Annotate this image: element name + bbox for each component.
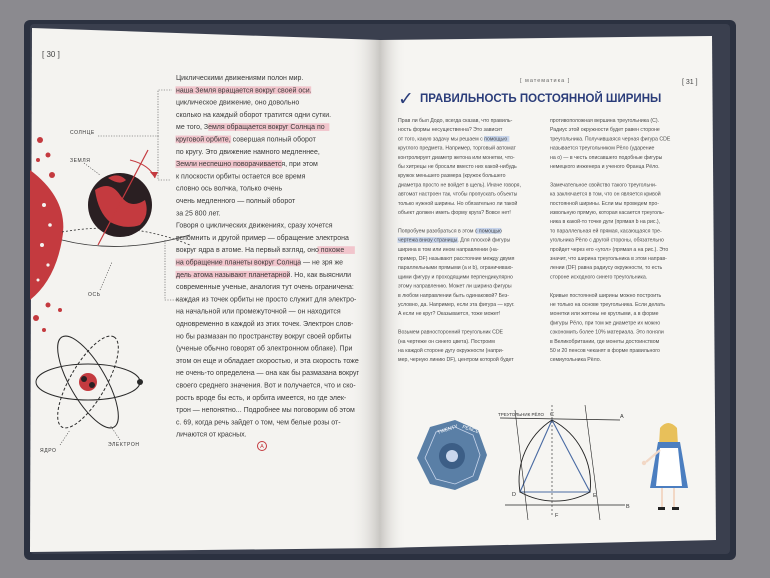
left-text-line: каждая из точек орбиты не просто служит для электро- [176,296,357,304]
col2-text-line: извольную прямую, которая касается треуголь- [550,210,665,216]
end-mark-glyph: A [260,444,264,451]
col1-text-line: объект должен иметь форму круга? Вовсе нет! [398,210,511,216]
left-text-line: Циклическими движениями полон мир. [176,75,304,82]
col1-text-line: контролирует диаметр жетона или монетки, что- [398,154,515,161]
left-text-line: своего среднего значения. Вот и получается, что и ско- [176,382,356,390]
left-text-line: личаются от красных. [176,431,247,439]
col1-text-line: от того, какую задачу мы решаем с помощью [398,136,508,143]
left-text-line: одновременно в каждой из этих точек. Электрон слов- [176,321,354,328]
col1-text-line: Прав ли был Додо, всегда сказав, что правиль- [398,118,513,124]
left-text-line: этом он еще и обладает скоростью, и эта скорость тоже [176,357,359,365]
left-text-line: словно ось волчка, только очень [176,185,283,193]
earth-label: ЗЕМЛЯ [70,158,91,164]
col2-text-line: семиугольника Рёло. [550,357,602,364]
left-text-line: трон — непонятно... Подробнее мы поговорим об этом [176,407,355,415]
left-text-line: по кругу. Это движение намного медленнее, [176,148,320,156]
left-text-line: с. 69, когда речь зайдет о том, чем белые розы от- [176,419,341,427]
left-text-line: не очень-то определена — она как бы размазана вокруг [176,370,359,378]
col2-text-line: пройдет через его «угол» (прямая a на рис.). Это [550,246,669,253]
left-text-line: циклическое движение, оно довольно [176,99,300,107]
point-label-e: E [593,493,597,499]
col2-text-line: немецкого инженера и ученого Франца Рёло. [550,164,660,170]
col1-text-line: чертежа внизу страницы. Для плоской фигуры [398,237,511,244]
col2-text-line: то параллельная ей прямая, касающаяся тре- [550,228,662,235]
left-text-line: но бы размазан по пространству вокруг своей орбиты [176,333,352,341]
left-text-line: круговой орбите, совершая полный оборот [176,136,316,144]
col1-text-line: ширина в том или ином направлении (на- [398,246,499,253]
col1-text-line: в любом направлении быть одинаковой? Без- [398,292,509,299]
coin-text-right: PENCE [461,424,480,436]
col1-text-line: только нужной ширины. Но обязательно ли такой [398,200,518,207]
left-text-line: к плоскости орбиты остается все время [176,173,306,181]
col2-text-line: монетки или жетоны не круглыми, а в форме [550,311,659,318]
checkmark-icon: ✓ [398,88,414,110]
left-text-line: на начальной или промежуточной — он находится [176,308,341,316]
left-text-line: ме того, Земля обращается вокруг Солнца по [176,124,325,132]
point-label-a: A [620,414,624,420]
col1-text-line: щими фигуру и проходящими перпендикулярно [398,274,513,281]
col2-text-line: Радиус этой окружности будет равен стороне [550,127,660,134]
left-text-line: вспомнить и другой пример — обращение электрона [176,234,349,242]
col2-text-line: сэкономить более 10% материала. Это поняли [550,329,664,336]
col2-text-line: угольника Рёло с другой стороны, обязательно [550,237,664,244]
left-page-number: [ 30 ] [42,50,60,59]
col1-text-line: Возьмем равносторонний треугольник CDE [398,329,504,336]
col1-text-line: мер, черную линию DF), центром которой будет [398,357,514,364]
col1-text-line: на каждой стороне дугу окружности (напри- [398,348,504,354]
reuleaux-label: ТРЕУГОЛЬНИК РЁЛО [498,412,544,417]
left-text-line: на обращение планеты вокруг Солнца — не зря же [176,259,344,267]
sun-label: СОЛНЦЕ [70,130,95,136]
col2-text-line: противоположная вершина треугольника (C). [550,118,660,124]
col1-text-line: кружок меньшего размера (кружок большего [398,173,506,180]
left-text-line: наша Земля вращается вокруг своей оси. [176,87,312,95]
left-text-line: очень медленного — полный оборот [176,198,296,205]
left-text-line: Говоря о циклических движениях, сразу хочется [176,222,333,230]
col1-text-line: автомат настроен так, чтобы пропускать объекты [398,191,518,198]
col1-text-line: диаметра просто не войдет в щель). Иначе говоря, [398,182,521,189]
col2-text-line: называется треугольником Рёло (ударение [550,145,655,152]
axis-label: ОСЬ [88,292,101,298]
left-text-line: дель атома называют планетарной. Но, как выяснили [176,271,352,279]
point-label-c: C [550,412,554,418]
col2-text-line: ка заключается в том, что он является кривой [550,191,661,198]
col2-text-line: не только на основе треугольника. Если делать [550,302,665,308]
col1-text-line: бы хитрецы не бросали вместо них какой-нибудь [398,164,517,170]
coin-text-top: TWENTY [436,423,459,436]
point-label-d: D [512,492,516,498]
col2-text-line: Кривые постоянной ширины можно построить [550,292,662,299]
col1-text-line: А если не круг? Оказывается, тоже может! [398,311,501,318]
col1-text-line: Попробуем разобраться в этом с помощью [398,228,502,235]
page-title: ПРАВИЛЬНОСТЬ ПОСТОЯННОЙ ШИРИНЫ [420,93,662,105]
col1-text-line: (на чертеже он синего цвета). Построим [398,338,495,345]
col1-text-line: пример, DF) называют расстояние между двумя [398,256,515,262]
col2-text-line: в Великобритании, где монеты достоинством [550,338,660,345]
left-text-line: рость вроде бы есть, и орбита имеется, но где элек- [176,394,347,402]
col2-text-line: стороне исходного синего треугольника. [550,274,648,281]
point-label-b: B [626,504,630,510]
section-label: [ математика ] [520,78,571,84]
left-text-line: (ученые обычно говорят об электронном облаке). При [176,345,353,353]
left-text-line: за 25 800 лет. [176,210,221,218]
col2-text-line: значит, что ширина треугольника в этом направ- [550,256,667,262]
col2-text-line: ника в какой-то точке дуги (прямая b на рис.), [550,219,661,226]
col2-text-line: треугольника. Получившаяся черная фигура CDE [550,136,671,143]
right-page-number: [ 31 ] [682,79,698,86]
col2-text-line: фигуры Рёло, при том же диаметре их можно [550,320,661,327]
col1-text-line: этому направлению. Может ли ширина фигуры [398,283,512,290]
col1-text-line: ность формы несущественна? Это зависит [398,127,503,134]
col2-text-line: 50 и 20 пенсов чеканят в форме правильного [550,348,660,354]
col2-text-line: постоянной ширины. Если мы проведем про- [550,200,659,207]
left-text-line: сколько на каждый оборот тратится одни сутки. [176,111,332,119]
electron-label: ЭЛЕКТРОН [108,442,140,448]
nucleus-label: ЯДРО [40,448,57,454]
left-text-line: современные ученые, аналогия тут очень ограничена: [176,284,354,292]
left-text-line: Земли неспешно поворачивается, при этом [176,161,318,169]
col1-text-line: условно, да. Например, если эта фигура — круг. [398,302,515,308]
col1-text-line: круглого предмета. Например, торговый автомат [398,145,516,152]
col2-text-line: лении (DF) равна радиусу окружности, то есть [550,265,663,272]
col2-text-line: на о) — в честь описавшего подобные фигуры [550,154,663,161]
point-label-f: F [555,513,559,519]
left-text-line: вокруг ядра в атоме. На первый взгляд, оно похоже [176,247,345,255]
col2-text-line: Замечательное свойство такого треугольни- [550,182,657,189]
col1-text-line: параллельными прямыми (a и b), ограничиваю- [398,265,514,272]
